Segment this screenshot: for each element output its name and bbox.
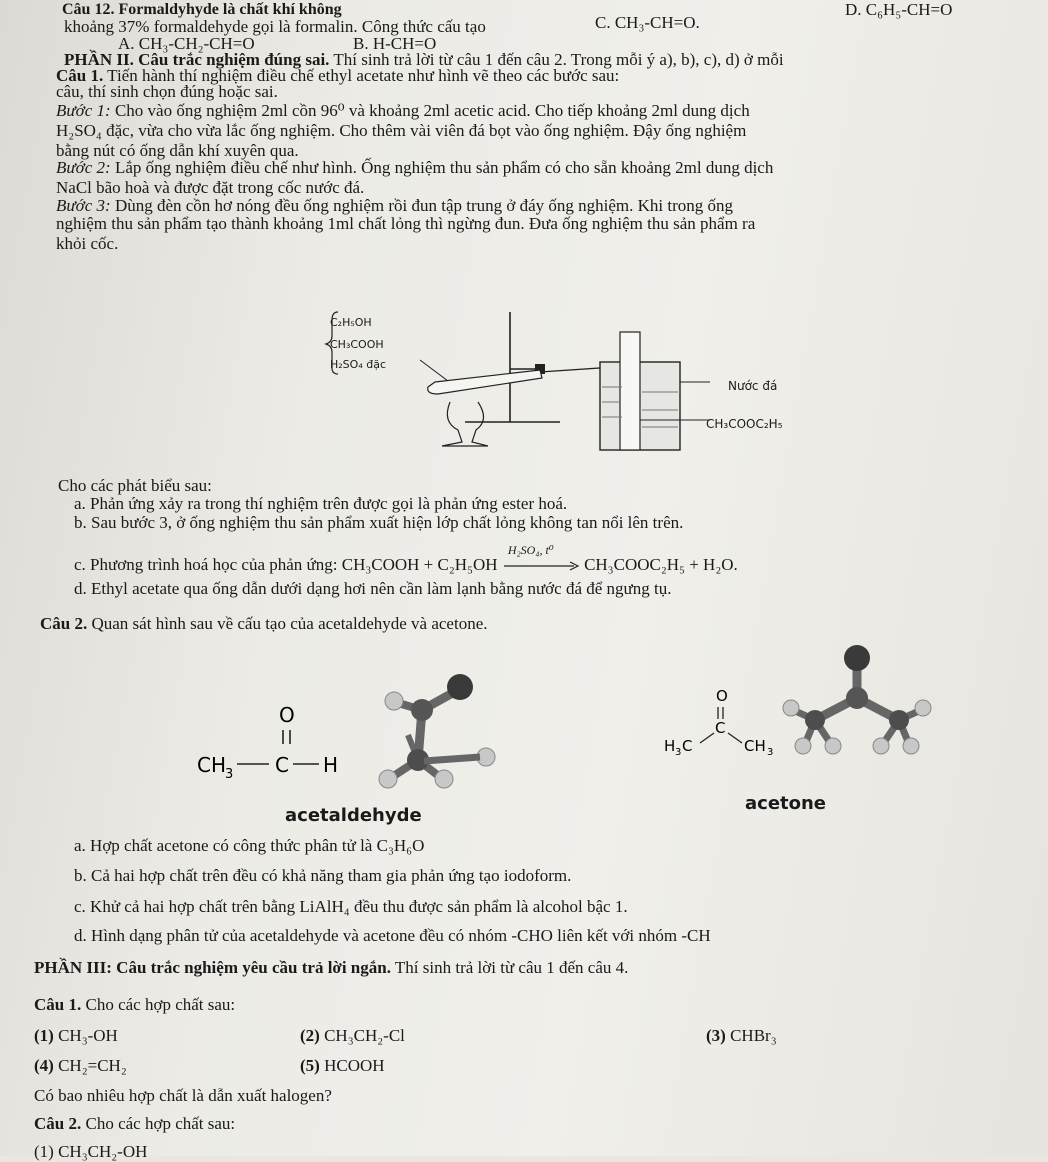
statement-b: b. Sau bước 3, ở ống nghiệm thu sản phẩm xuất hiện lớp chất lỏng không tan nổi lên trên. — [74, 513, 684, 532]
step1-line-b: H₂SO₄ đặc, vừa cho vừa lắc ống nghiệm. Cho thêm vài viên đá bọt vào ống nghiệm. Đậy ống nghiệm — [56, 121, 747, 140]
part2-heading: PHẦN II. Câu trắc nghiệm đúng sai. Thí sinh trả lời từ câu 1 đến câu 2. Trong mỗi ý a), b), c), d) ở mỗi — [64, 50, 784, 69]
step3-line-a: Bước 3: Dùng đèn cồn hơ nóng đều ống nghiệm rồi đun tập trung ở đáy ống nghiệm. Khi trong ống — [56, 196, 734, 215]
q12-line1: Câu 12. Formaldyhyde là chất khí không — [62, 1, 342, 18]
fig-reagent-ethanol: C₂H₅OH — [330, 316, 372, 329]
svg-text:3: 3 — [675, 747, 682, 758]
acetaldehyde-label: acetaldehyde — [285, 805, 422, 826]
q12-option-d: D. C₆H₅-CH=O — [845, 0, 953, 19]
q12-option-a: A. CH₃-CH₂-CH=O — [118, 34, 255, 53]
q12-option-c: C. CH₃-CH=O. — [595, 13, 700, 32]
reaction-arrow: H₂SO₄, t⁰ — [502, 556, 580, 576]
part2-intro-line2: câu, thí sinh chọn đúng hoặc sai. — [56, 82, 278, 101]
acetone-label: acetone — [745, 793, 827, 814]
p3-q2-cut-line: (1) CH₃CH₂-OH — [34, 1142, 148, 1161]
q2-statement-c: c. Khử cả hai hợp chất trên bằng LiAlH₄ đều thu được sản phẩm là alcohol bậc 1. — [74, 897, 628, 916]
svg-text:3: 3 — [225, 767, 234, 780]
q2-statement-b: b. Cả hai hợp chất trên đều có khả năng tham gia phản ứng tạo iodoform. — [74, 866, 572, 885]
step2-line-a: Bước 2: Lắp ống nghiệm điều chế như hình. Ống nghiệm thu sản phẩm có cho sẵn khoảng 2ml dung dịch — [56, 158, 774, 177]
step1-line-a: Bước 1: Cho vào ống nghiệm 2ml cồn 96⁰ và khoảng 2ml acetic acid. Cho tiếp khoảng 2ml dung dịch — [56, 101, 750, 120]
statement-d: d. Ethyl acetate qua ống dẫn dưới dạng hơi nên cần làm lạnh bằng nước đá để ngưng tụ. — [74, 579, 672, 598]
acetone-structural-formula — [660, 685, 790, 765]
fig-label-product: CH₃COOC₂H₅ — [706, 417, 783, 431]
svg-text:H: H — [664, 737, 676, 755]
p2-q1-line: Câu 1. Tiến hành thí nghiệm điều chế ethyl acetate như hình vẽ theo các bước sau: — [56, 66, 620, 85]
step1-line-c: bằng nút có ống dẫn khí xuyên qua. — [56, 141, 299, 160]
svg-text:H: H — [323, 753, 339, 777]
p3-q1-line: Câu 1. Cho các hợp chất sau: — [34, 995, 236, 1014]
compound-5: (5) HCOOH — [300, 1056, 385, 1075]
q12-line2: khoảng 37% formaldehyde gọi là formalin. Công thức cấu tạo — [64, 17, 486, 36]
svg-text:C: C — [715, 719, 726, 737]
q12-option-b: B. H-CH=O — [353, 34, 437, 53]
q2-statement-d: d. Hình dạng phân tử của acetaldehyde và acetone đều có nhóm -CHO liên kết với nhóm -CH — [74, 926, 711, 945]
compound-2: (2) CH₃CH₂-Cl — [300, 1026, 405, 1045]
acetaldehyde-ball-model — [340, 665, 510, 790]
svg-text:CH: CH — [744, 737, 766, 755]
compound-3: (3) CHBr₃ — [706, 1026, 777, 1045]
step2-line-b: NaCl bão hoà và được đặt trong cốc nước đá. — [56, 178, 365, 197]
p3-q2-line: Câu 2. Cho các hợp chất sau: — [34, 1114, 236, 1133]
svg-text:3: 3 — [767, 747, 774, 758]
acetone-ball-model — [775, 640, 935, 760]
fig-reagent-sulfuric: H₂SO₄ đặc — [330, 358, 386, 371]
fig-reagent-acetic: CH₃COOH — [330, 338, 384, 351]
step3-line-b: nghiệm thu sản phẩm tạo thành khoảng 1ml chất lỏng thì ngừng đun. Đưa ống nghiệm thu sản phẩm ra — [56, 214, 756, 233]
compound-1: (1) CH₃-OH — [34, 1026, 118, 1045]
p3-q1-question: Có bao nhiêu hợp chất là dẫn xuất halogen? — [34, 1086, 332, 1105]
statement-c: c. Phương trình hoá học của phản ứng: CH₃COOH + C₂H₅OH H₂SO₄, t⁰ CH₃COOC₂H₅ + H₂O. — [74, 555, 738, 576]
compound-4: (4) CH₂=CH₂ — [34, 1056, 127, 1075]
step3-line-c: khỏi cốc. — [56, 234, 119, 253]
statements-intro: Cho các phát biểu sau: — [58, 476, 212, 495]
fig-label-ice-water: Nước đá — [728, 379, 778, 393]
p2-q2-line: Câu 2. Quan sát hình sau về cấu tạo của acetaldehyde và acetone. — [40, 614, 488, 633]
statement-a: a. Phản ứng xảy ra trong thí nghiệm trên được gọi là phản ứng ester hoá. — [74, 494, 568, 513]
svg-text:O: O — [279, 703, 295, 727]
svg-text:C: C — [682, 737, 693, 755]
part3-heading: PHẦN III: Câu trắc nghiệm yêu cầu trả lời ngắn. Thí sinh trả lời từ câu 1 đến câu 4. — [34, 958, 629, 977]
svg-text:CH: CH — [197, 753, 227, 777]
svg-text:C: C — [275, 753, 289, 777]
svg-text:O: O — [716, 687, 728, 705]
q2-statement-a: a. Hợp chất acetone có công thức phân tử là C₃H₆O — [74, 836, 425, 855]
